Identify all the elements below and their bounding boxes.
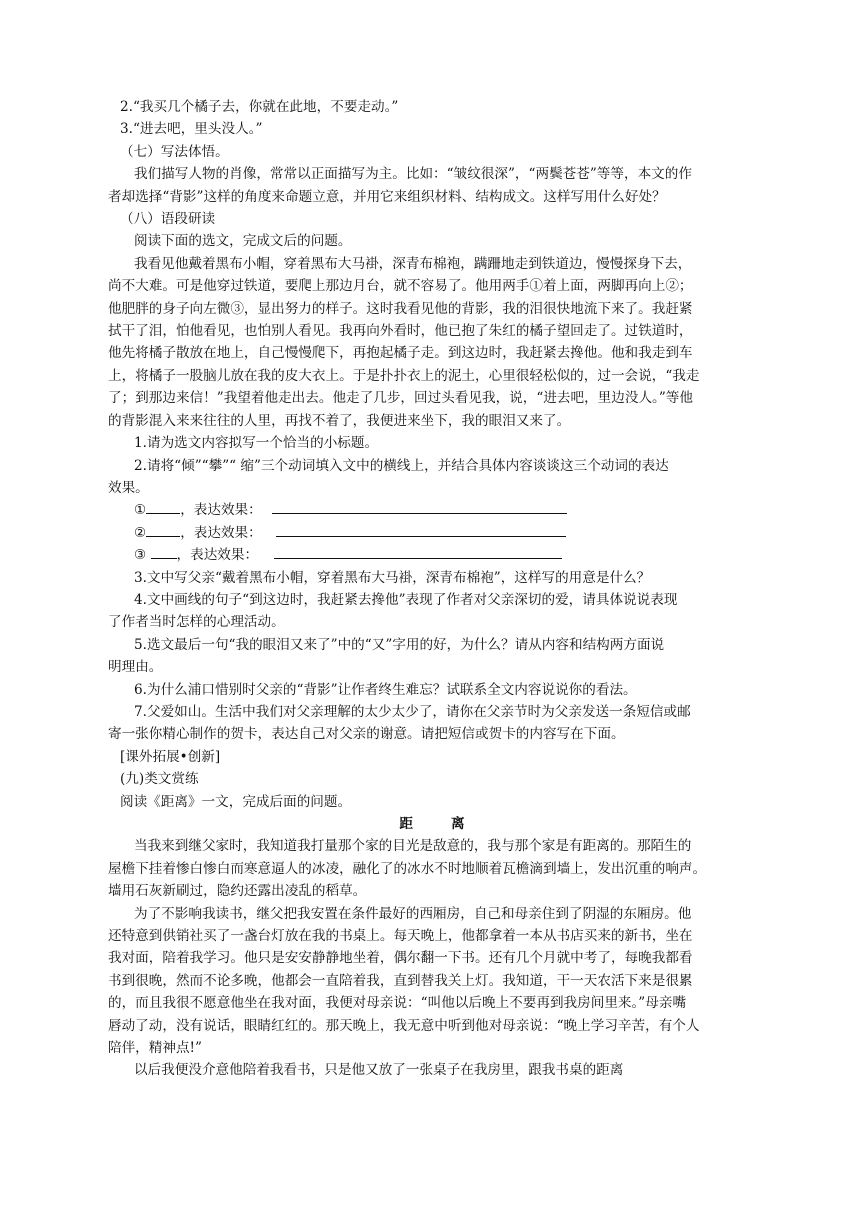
fill-row-1 xyxy=(108,499,756,521)
article-line: 陪伴，精神点!” xyxy=(108,1040,202,1057)
question-line: 效果。 xyxy=(108,479,149,496)
question-2-line: 2.“我买几个橘子去，你就在此地，不要走动。” xyxy=(120,99,399,115)
excerpt-line: 我看见他戴着黑布小帽，穿着黑布大马褂，深青布棉袍，蹒跚地走到铁道边，慢慢探身下去， xyxy=(134,255,692,272)
answer-blank[interactable] xyxy=(151,544,177,559)
question-line: 1.请为选文内容拟写一个恰当的小标题。 xyxy=(134,435,379,452)
article-line: 书到很晚，然而不论多晚，他都会一直陪着我，直到替我关上灯。我知道，干一天农活下来是很累 xyxy=(108,972,693,989)
paragraph-line: 我们描写人物的肖像，常常以正面描写为主。比如：“皱纹很深”，“两鬓苍苍”等等，本文的作 xyxy=(134,166,692,183)
answer-line[interactable] xyxy=(274,544,562,559)
question-line: 寄一张你精心制作的贺卡，表达自己对父亲的谢意。请把短信或贺卡的内容写在下面。 xyxy=(108,726,625,743)
question-line: 明理由。 xyxy=(108,659,163,676)
section-9-heading: (九)类文赏练 xyxy=(120,771,199,788)
fill-number: ② xyxy=(134,524,147,541)
instruction-line: 阅读《距离》一文，完成后面的问题。 xyxy=(120,793,352,810)
extension-heading: [课外拓展•创新] xyxy=(120,748,221,765)
section-8-heading: （八）语段研读 xyxy=(120,211,216,228)
article-line: 唇动了动，没有说话，眼睛红红的。那天晚上，我无意中听到他对母亲说：“晚上学习辛苦，有个人 xyxy=(108,1017,700,1034)
answer-line[interactable] xyxy=(276,522,566,537)
article-line: 为了不影响我读书，继父把我安置在条件最好的西厢房，自己和母亲住到了阴湿的东厢房。他 xyxy=(134,905,692,922)
answer-blank[interactable] xyxy=(146,499,180,514)
article-line: 墙用石灰新刷过，隐约还露出凌乱的稻草。 xyxy=(108,883,367,900)
instruction-line: 阅读下面的选文，完成文后的问题。 xyxy=(134,233,352,250)
fill-label: ，表达效果： xyxy=(176,547,259,564)
question-3-line: 3.“进去吧，里头没人。” xyxy=(120,121,263,138)
question-line: 7.父爱如山。生活中我们对父亲理解的太少太少了，请你在父亲节时为父亲发送一条短信或邮 xyxy=(134,703,691,720)
excerpt-line: 了；到那边来信！”我望着他走出去。他走了几步，回过头看见我，说，“进去吧，里边没人。”等他 xyxy=(108,390,693,407)
article-line: 我对面，陪着我学习。他只是安安静静地坐着，偶尔翻一下书。还有几个月就中考了，每晚我都看 xyxy=(108,950,693,967)
excerpt-line: 拭干了泪，怕他看见，也怕别人看见。我再向外看时，他已抱了朱红的橘子望回走了。过铁道时， xyxy=(108,323,693,340)
fill-label: ，表达效果： xyxy=(180,524,262,541)
question-line: 6.为什么浦口惜别时父亲的“背影”让作者终生难忘？试联系全文内容说说你的看法。 xyxy=(134,681,637,698)
excerpt-line: 他肥胖的身子向左微③，显出努力的样子。这时我看见他的背影，我的泪很快地流下来了。我赶紧 xyxy=(108,300,693,317)
fill-row-3 xyxy=(108,544,756,566)
article-title: 距离 xyxy=(399,816,503,832)
fill-row-2 xyxy=(108,522,756,544)
question-line: 2.请将“倾”“攀”“ 缩”三个动词填入文中的横线上，并结合具体内容谈谈这三个动词的表达 xyxy=(134,457,669,474)
question-line: 了作者当时怎样的心理活动。 xyxy=(108,614,285,631)
article-line: 屋檐下挂着惨白惨白而寒意逼人的冰凌，融化了的冰水不时地顺着瓦檐滴到墙上，发出沉重的响声。 xyxy=(108,860,707,877)
question-line: 4.文中画线的句子“到这边时，我赶紧去搀他”表现了作者对父亲深切的爱，请具体说说表现 xyxy=(134,591,678,608)
paragraph-line: 者却选择“背影”这样的角度来命题立意，并用它来组织材料、结构成文。这样写用什么好处？ xyxy=(108,188,666,205)
excerpt-line: 他先将橘子散放在地上，自己慢慢爬下，再抱起橘子走。到这边时，我赶紧去搀他。他和我走到车 xyxy=(108,345,693,362)
question-line: 3.文中写父亲“戴着黑布小帽，穿着黑布大马褂，深青布棉袍”，这样写的用意是什么？ xyxy=(134,569,651,586)
fill-number: ① xyxy=(134,502,147,519)
article-line: 当我来到继父家时，我知道我打量那个家的目光是敌意的，我与那个家是有距离的。那陌生的 xyxy=(134,838,692,855)
question-line: 5.选文最后一句“我的眼泪又来了”中的“又”字用的好，为什么？请从内容和结构两方面说 xyxy=(134,636,665,653)
article-line: 以后我便没介意他陪着我看书，只是他又放了一张桌子在我房里，跟我书桌的距离 xyxy=(134,1062,624,1079)
answer-line[interactable] xyxy=(272,499,567,514)
fill-number: ③ xyxy=(134,547,147,564)
document-page xyxy=(108,96,756,1082)
answer-blank[interactable] xyxy=(146,522,180,537)
fill-label: ，表达效果： xyxy=(180,502,262,519)
article-line: 还特意到供销社买了一盏台灯放在我的书桌上。每天晚上，他都拿着一本从书店买来的新书，坐在 xyxy=(108,928,693,945)
excerpt-line: 的背影混入来来往往的人里，再找不着了，我便进来坐下，我的眼泪又来了。 xyxy=(108,412,571,429)
excerpt-line: 尚不大难。可是他穿过铁道，要爬上那边月台，就不容易了。他用两手①着上面，两脚再向上②； xyxy=(108,278,693,295)
excerpt-line: 上，将橘子一股脑儿放在我的皮大衣上。于是扑扑衣上的泥土，心里很轻松似的，过一会说，“我走 xyxy=(108,367,700,384)
section-7-heading: （七）写法体悟。 xyxy=(120,143,229,160)
article-line: 的，而且我很不愿意他坐在我对面，我便对母亲说：“叫他以后晚上不要再到我房间里来。”母亲嘴 xyxy=(108,995,687,1012)
